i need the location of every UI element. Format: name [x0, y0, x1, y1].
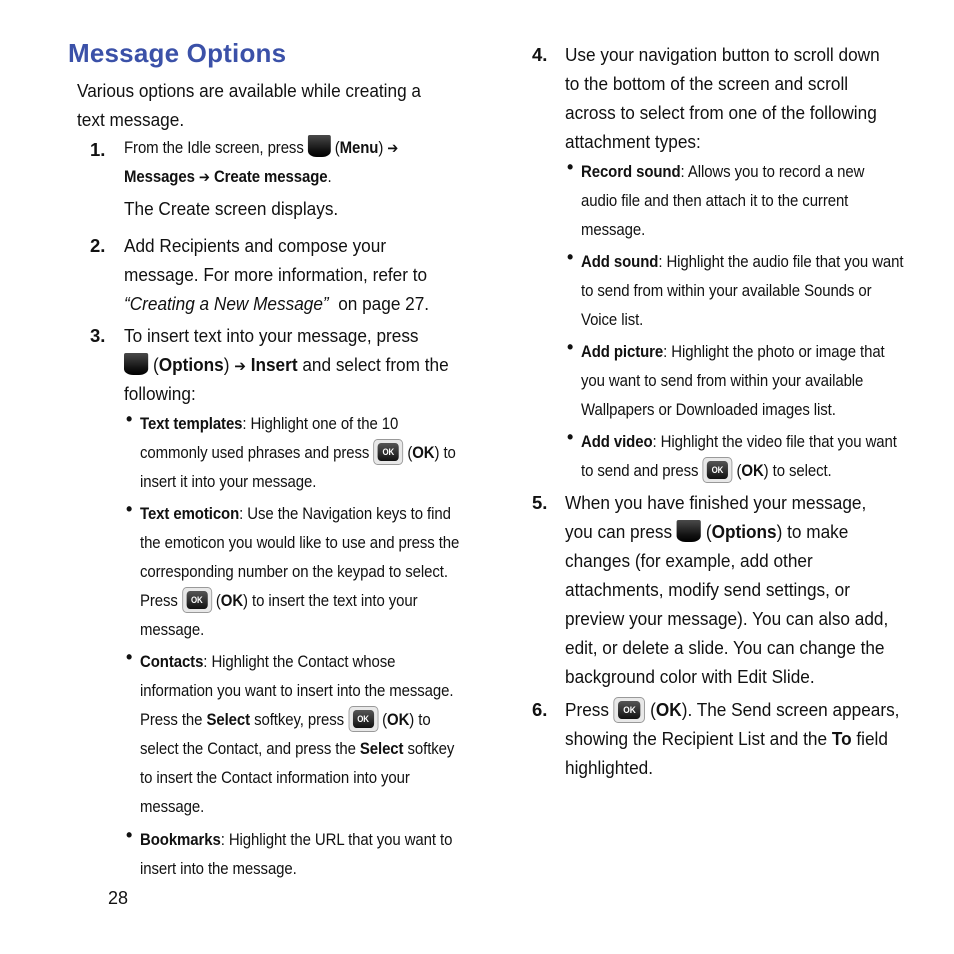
- step-1-line-2: Messages ➔ Create message.: [124, 167, 332, 186]
- page-title: Message Options: [68, 38, 287, 68]
- step-6-line-2: showing the Recipient List and the To field: [565, 728, 888, 749]
- contacts-line-4: select the Contact, and press the Select softkey: [140, 739, 455, 758]
- step-5-line-3: changes (for example, add other: [565, 550, 813, 571]
- record-sound-line-3: message.: [581, 220, 646, 239]
- bullet-icon: •: [567, 337, 574, 357]
- arrow-icon: ➔: [387, 139, 399, 157]
- add-picture-line-1: Add picture: Highlight the photo or image that: [581, 342, 885, 361]
- step-5-line-1: When you have finished your message,: [565, 492, 867, 513]
- step-5-line-7: background color with Edit Slide.: [565, 666, 815, 687]
- step-4-line-1: Use your navigation button to scroll down: [565, 44, 880, 65]
- step-3-line-2: (Options) ➔ Insert and select from the: [124, 350, 449, 381]
- ok-key-icon: OK: [373, 439, 403, 465]
- cross-reference-link[interactable]: “Creating a New Message”: [124, 293, 329, 314]
- bullet-icon: •: [126, 825, 133, 845]
- add-sound-line-2: to send from within your available Sounds or: [581, 281, 872, 300]
- step-4-number: 4.: [532, 44, 548, 65]
- bookmarks-line-2: insert into the message.: [140, 859, 297, 878]
- ok-key-icon: OK: [182, 587, 212, 613]
- bullet-icon: •: [126, 409, 133, 429]
- step-5-line-4: attachments, modify send settings, or: [565, 579, 850, 600]
- add-video-line-2: to send and press OK (OK) to select.: [581, 456, 832, 485]
- bullet-icon: •: [126, 647, 133, 667]
- text-emoticon-line-1: Text emoticon: Use the Navigation keys to find: [140, 504, 451, 523]
- bullet-icon: •: [126, 499, 133, 519]
- ok-key-icon: OK: [614, 697, 646, 723]
- contacts-line-3: Press the Select softkey, press OK (OK) to: [140, 705, 431, 734]
- step-2-number: 2.: [90, 235, 106, 256]
- contacts-line-1: Contacts: Highlight the Contact whose: [140, 652, 396, 671]
- right-softkey-icon: [677, 520, 701, 542]
- step-4-line-4: attachment types:: [565, 131, 701, 152]
- ok-key-icon: OK: [348, 706, 378, 732]
- text-templates-line-1: Text templates: Highlight one of the 10: [140, 414, 399, 433]
- step-5-line-5: preview your message). You can also add,: [565, 608, 889, 629]
- step-4-line-2: to the bottom of the screen and scroll: [565, 73, 849, 94]
- step-3-line-3: following:: [124, 383, 196, 404]
- left-softkey-icon: [308, 135, 331, 157]
- record-sound-line-2: audio file and then attach it to the current: [581, 191, 849, 210]
- bullet-icon: •: [567, 157, 574, 177]
- step-1-line-3: The Create screen displays.: [124, 198, 339, 219]
- contacts-line-5: to insert the Contact information into your: [140, 768, 410, 787]
- step-2-line-1: Add Recipients and compose your: [124, 235, 387, 256]
- ok-key-icon: OK: [703, 457, 733, 483]
- step-4-line-3: across to select from one of the following: [565, 102, 877, 123]
- contacts-line-2: information you want to insert into the message.: [140, 681, 454, 700]
- add-picture-line-2: you want to send from within your available: [581, 371, 864, 390]
- step-3-number: 3.: [90, 325, 106, 346]
- text-emoticon-line-5: message.: [140, 620, 205, 639]
- step-2-line-3: “Creating a New Message” on page 27.: [124, 293, 430, 314]
- bullet-icon: •: [567, 247, 574, 267]
- step-1-number: 1.: [90, 139, 106, 160]
- step-5-number: 5.: [532, 492, 548, 513]
- text-emoticon-line-2: the emoticon you would like to use and press the: [140, 533, 460, 552]
- arrow-icon: ➔: [234, 357, 246, 375]
- bookmarks-line-1: Bookmarks: Highlight the URL that you want to: [140, 830, 453, 849]
- intro-line-2: text message.: [77, 109, 185, 130]
- step-3-line-1: To insert text into your message, press: [124, 325, 419, 346]
- step-1-line-1: From the Idle screen, press (Menu) ➔: [124, 133, 398, 163]
- text-templates-line-2: commonly used phrases and press OK (OK) to: [140, 438, 456, 467]
- step-6-number: 6.: [532, 699, 548, 720]
- bullet-icon: •: [567, 427, 574, 447]
- add-picture-line-3: Wallpapers or Downloaded images list.: [581, 400, 836, 419]
- step-6-line-1: Press OK (OK). The Send screen appears,: [565, 695, 899, 724]
- record-sound-line-1: Record sound: Allows you to record a new: [581, 162, 865, 181]
- intro-line-1: Various options are available while creating a: [77, 80, 421, 101]
- page-number: 28: [108, 888, 129, 908]
- step-6-line-3: highlighted.: [565, 757, 654, 778]
- add-video-line-1: Add video: Highlight the video file that you want: [581, 432, 897, 451]
- step-5-line-6: edit, or delete a slide. You can change the: [565, 637, 885, 658]
- text-templates-line-3: insert it into your message.: [140, 472, 317, 491]
- contacts-line-6: message.: [140, 797, 205, 816]
- text-emoticon-line-3: corresponding number on the keypad to select.: [140, 562, 448, 581]
- arrow-icon: ➔: [198, 168, 210, 186]
- step-2-line-2: message. For more information, refer to: [124, 264, 428, 285]
- add-sound-line-1: Add sound: Highlight the audio file that you want: [581, 252, 904, 271]
- add-sound-line-3: Voice list.: [581, 310, 644, 329]
- text-emoticon-line-4: Press OK (OK) to insert the text into your: [140, 586, 418, 615]
- step-5-line-2: you can press (Options) to make: [565, 521, 849, 542]
- right-softkey-icon: [124, 353, 148, 375]
